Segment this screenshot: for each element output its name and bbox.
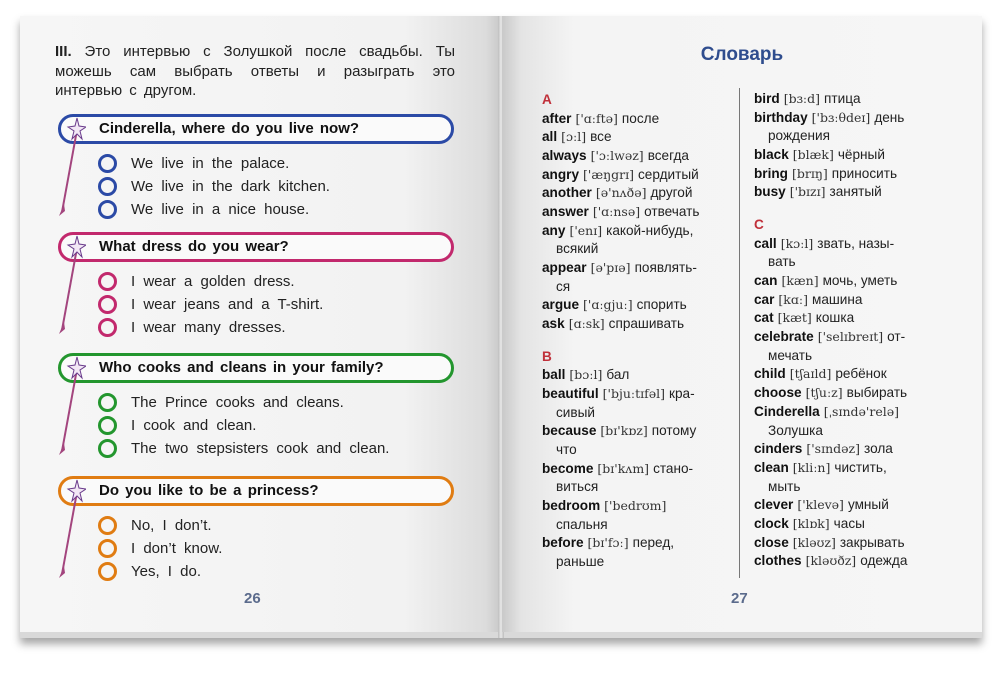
dictionary-entry (542, 128, 699, 147)
entry-translation: день (874, 109, 905, 125)
question-text: What dress do you wear? (99, 238, 289, 255)
entry-transcription: [kləʊz] (792, 534, 836, 550)
entry-translation: часы (833, 515, 865, 531)
entry-transcription: ['ɔːlwəz] (590, 147, 644, 163)
answer-option (98, 437, 389, 460)
entry-word: become (542, 460, 594, 476)
entry-translation: спрашивать (608, 316, 685, 332)
magic-wand-icon (52, 351, 86, 461)
answer-list (98, 391, 389, 460)
entry-continuation: спальня (556, 516, 608, 532)
circle-icon (98, 393, 117, 412)
answer-option (98, 514, 222, 537)
entry-word: clean (754, 459, 789, 475)
entry-transcription: ['klevə] (797, 497, 844, 513)
answer-text: I cook and clean. (131, 417, 257, 434)
exercise-text: Это интервью с Золушкой после свадьбы. Ты можешь сам выбрать ответы и разыграть это интервью с другом. (55, 43, 455, 99)
circle-icon (98, 439, 117, 458)
dictionary-entry (754, 165, 907, 184)
entry-transcription: ['ɑːgjuː] (583, 297, 633, 313)
letter-heading: A (542, 92, 552, 107)
circle-icon (98, 200, 117, 219)
answer-option (98, 270, 323, 293)
entry-translation: зола (864, 441, 893, 457)
dictionary-entry (754, 552, 907, 571)
exercise-number: III. (55, 43, 72, 60)
dictionary-entry (542, 259, 699, 278)
circle-icon (98, 295, 117, 314)
entry-transcription: [bɪ'kʌm] (597, 460, 650, 476)
answer-text: Yes, I do. (131, 563, 201, 580)
entry-translation: кра- (669, 385, 695, 401)
entry-translation: выбирать (846, 385, 908, 401)
entry-translation: стано- (653, 460, 694, 476)
entry-transcription: [brɪŋ] (791, 165, 828, 181)
dictionary-entry (754, 146, 907, 165)
entry-continuation: раньше (556, 554, 605, 570)
entry-transcription: [ə'nʌðə] (595, 185, 647, 201)
answer-option (98, 152, 330, 175)
answer-text: I don’t know. (131, 540, 223, 557)
entry-translation: отвечать (644, 203, 700, 219)
entry-transcription: [ə'pɪə] (590, 260, 631, 275)
entry-translation: занятый (829, 184, 882, 200)
dictionary-entry (542, 534, 699, 553)
entry-translation: какой-нибудь, (606, 222, 694, 238)
entry-word: cat (754, 310, 774, 326)
entry-translation: машина (811, 291, 863, 307)
entry-transcription: ['bɪzɪ] (789, 184, 826, 200)
entry-word: child (754, 366, 786, 382)
entry-continuation: рождения (768, 128, 831, 144)
entry-translation: звать, назы- (817, 235, 895, 251)
entry-translation: бал (606, 367, 630, 383)
entry-translation: чёрный (837, 147, 885, 163)
circle-icon (98, 272, 117, 291)
entry-word: close (754, 534, 789, 550)
entry-word: angry (542, 166, 580, 182)
dictionary-column-1 (542, 91, 699, 572)
entry-continuation: мечать (768, 347, 813, 363)
entry-word: all (542, 129, 558, 145)
circle-icon (98, 318, 117, 337)
entry-transcription: [kæn] (781, 273, 819, 288)
dictionary-entry (754, 183, 907, 202)
dictionary-title: Словарь (700, 44, 784, 65)
entry-transcription: [ˌsɪndə'relə] (823, 403, 899, 419)
answer-text: I wear many dresses. (131, 319, 286, 336)
dictionary-entry (754, 365, 907, 384)
answer-option (98, 175, 330, 198)
page-number-left: 26 (244, 590, 261, 607)
answer-option (98, 414, 389, 437)
column-divider (739, 88, 740, 578)
dictionary-column-2 (754, 90, 907, 571)
dictionary-entry (542, 222, 699, 241)
question-text: Who cooks and cleans in your family? (99, 359, 384, 376)
dictionary-entry (542, 166, 699, 185)
entry-transcription: [bɪ'kɒz] (600, 423, 648, 439)
circle-icon (98, 562, 117, 581)
entry-transcription: [kæt] (777, 310, 812, 326)
page-number-right: 27 (731, 590, 748, 607)
entry-transcription: [kliːn] (792, 459, 831, 475)
entry-translation: закрывать (839, 534, 905, 550)
entry-transcription: ['æŋgrɪ] (583, 166, 634, 182)
dictionary-entry (542, 315, 699, 334)
entry-transcription: ['ɑːftə] (575, 110, 618, 126)
dictionary-entry (542, 366, 699, 385)
entry-transcription: [blæk] (792, 147, 834, 163)
entry-translation: чистить, (834, 459, 887, 475)
question-box (58, 353, 454, 383)
answer-list (98, 152, 330, 221)
entry-transcription: [kɔːl] (780, 235, 814, 251)
entry-word: another (542, 185, 592, 201)
entry-word: bedroom (542, 498, 601, 514)
question-text: Do you like to be a princess? (99, 482, 319, 499)
answer-option (98, 198, 330, 221)
entry-translation: умный (847, 497, 889, 513)
dictionary-entry (754, 515, 907, 534)
entry-continuation: вать (768, 254, 796, 270)
dictionary-entry (754, 440, 907, 459)
entry-word: appear (542, 260, 587, 275)
left-page (20, 16, 500, 632)
entry-transcription: [bɪ'fɔː] (587, 535, 629, 551)
letter-heading: B (542, 348, 552, 364)
entry-transcription: [tʃaɪld] (789, 366, 832, 382)
circle-icon (98, 539, 117, 558)
entry-transcription: [kɑː] (778, 291, 808, 307)
dictionary-entry (754, 403, 907, 422)
entry-continuation: всякий (556, 241, 599, 257)
entry-continuation: ся (556, 278, 571, 294)
letter-heading: C (754, 217, 764, 233)
entry-transcription: ['bedrʊm] (604, 498, 667, 514)
answer-option (98, 391, 389, 414)
entry-word: celebrate (754, 329, 814, 345)
dictionary-entry (754, 90, 907, 109)
answer-text: We live in the palace. (131, 155, 290, 172)
question-box (58, 232, 454, 262)
entry-word: cinders (754, 441, 803, 457)
entry-translation: появлять- (634, 260, 697, 275)
entry-word: clock (754, 515, 789, 531)
dictionary-entry (754, 272, 907, 291)
entry-transcription: ['sɪndəz] (806, 441, 860, 457)
entry-continuation: сивый (556, 404, 595, 420)
entry-continuation: что (556, 442, 577, 457)
circle-icon (98, 416, 117, 435)
circle-icon (98, 154, 117, 173)
entry-word: answer (542, 203, 589, 219)
question-box (58, 476, 454, 506)
entry-translation: кошка (815, 310, 855, 326)
answer-text: I wear jeans and a T-shirt. (131, 296, 324, 313)
entry-transcription: ['enɪ] (569, 222, 603, 238)
entry-translation: перед, (632, 535, 675, 551)
answer-text: I wear a golden dress. (131, 273, 295, 290)
answer-option (98, 316, 323, 339)
question-box (58, 114, 454, 144)
entry-word: clever (754, 497, 794, 513)
entry-word: always (542, 147, 587, 163)
dictionary-entry (754, 534, 907, 553)
entry-transcription: [bɔːl] (569, 367, 603, 383)
answer-option (98, 560, 222, 583)
entry-transcription: ['bɜːθdeɪ] (811, 109, 871, 125)
entry-word: argue (542, 297, 580, 313)
magic-wand-icon (52, 230, 86, 340)
entry-word: ask (542, 316, 565, 332)
exercise-instructions (55, 42, 455, 101)
entry-translation: мочь, уметь (822, 273, 898, 288)
entry-transcription: [bɜːd] (783, 91, 821, 106)
dictionary-entry (754, 384, 907, 403)
answer-option (98, 537, 222, 560)
entry-translation: спорить (636, 297, 687, 313)
entry-translation: другой (650, 185, 693, 201)
entry-word: car (754, 291, 775, 307)
entry-transcription: [tʃuːz] (805, 385, 843, 401)
answer-text: No, I don’t. (131, 517, 212, 534)
entry-word: bird (754, 91, 780, 106)
dictionary-entry (542, 296, 699, 315)
circle-icon (98, 516, 117, 535)
entry-translation: все (590, 129, 612, 145)
section-gap (542, 334, 699, 348)
entry-word: busy (754, 184, 786, 200)
entry-transcription: [ɑːsk] (568, 316, 605, 332)
entry-word: before (542, 535, 584, 551)
entry-word: any (542, 222, 566, 238)
entry-word: black (754, 147, 789, 163)
entry-word: call (754, 235, 777, 251)
dictionary-entry (754, 291, 907, 310)
answer-option (98, 293, 323, 316)
entry-translation: после (621, 110, 660, 126)
dictionary-entry (542, 203, 699, 222)
dictionary-entry (542, 147, 699, 166)
entry-continuation: мыть (768, 478, 801, 494)
entry-continuation: Золушка (768, 422, 823, 438)
entry-word: clothes (754, 553, 802, 569)
entry-word: birthday (754, 109, 808, 125)
entry-translation: сердитый (638, 166, 699, 182)
dictionary-entry (754, 328, 907, 347)
open-book (20, 16, 982, 638)
dictionary-entry (754, 459, 907, 478)
entry-word: beautiful (542, 385, 599, 401)
magic-wand-icon (52, 474, 86, 584)
answer-list (98, 270, 323, 339)
question-text: Cinderella, where do you live now? (99, 120, 360, 137)
circle-icon (98, 177, 117, 196)
answer-text: The Prince cooks and cleans. (131, 394, 344, 411)
entry-word: ball (542, 367, 566, 383)
dictionary-entry (754, 309, 907, 328)
right-page (502, 16, 982, 632)
magic-wand-icon (52, 112, 86, 222)
answer-text: We live in the dark kitchen. (131, 178, 330, 195)
dictionary-entry (542, 460, 699, 479)
entry-transcription: ['bjuːtɪfəl] (602, 385, 666, 401)
dictionary-entry (542, 110, 699, 129)
entry-translation: от- (887, 329, 906, 345)
section-gap (754, 202, 907, 216)
dictionary-entry (542, 422, 699, 441)
entry-translation: ребёнок (835, 366, 887, 382)
entry-word: can (754, 273, 778, 288)
entry-transcription: [ɔːl] (561, 129, 587, 145)
entry-word: Cinderella (754, 403, 820, 419)
entry-transcription: ['ɑːnsə] (592, 203, 641, 219)
entry-continuation: виться (556, 479, 599, 495)
answer-list (98, 514, 222, 583)
entry-word: because (542, 423, 597, 439)
entry-transcription: [klɒk] (792, 515, 830, 531)
entry-translation: приносить (831, 165, 898, 181)
entry-word: after (542, 110, 572, 126)
dictionary-entry (542, 497, 699, 516)
dictionary-entry (754, 496, 907, 515)
entry-word: choose (754, 385, 802, 401)
dictionary-entry (542, 385, 699, 404)
answer-text: We live in a nice house. (131, 201, 310, 218)
dictionary-entry (754, 235, 907, 254)
dictionary-entry (542, 184, 699, 203)
entry-translation: всегда (647, 147, 689, 163)
answer-text: The two stepsisters cook and clean. (131, 440, 390, 457)
entry-translation: потому (651, 423, 697, 439)
dictionary-entry (754, 109, 907, 128)
entry-translation: одежда (860, 553, 908, 569)
entry-translation: птица (824, 91, 861, 106)
entry-transcription: [kləʊðz] (805, 553, 857, 569)
entry-word: bring (754, 165, 788, 181)
entry-transcription: ['selɪbreɪt] (817, 329, 884, 345)
